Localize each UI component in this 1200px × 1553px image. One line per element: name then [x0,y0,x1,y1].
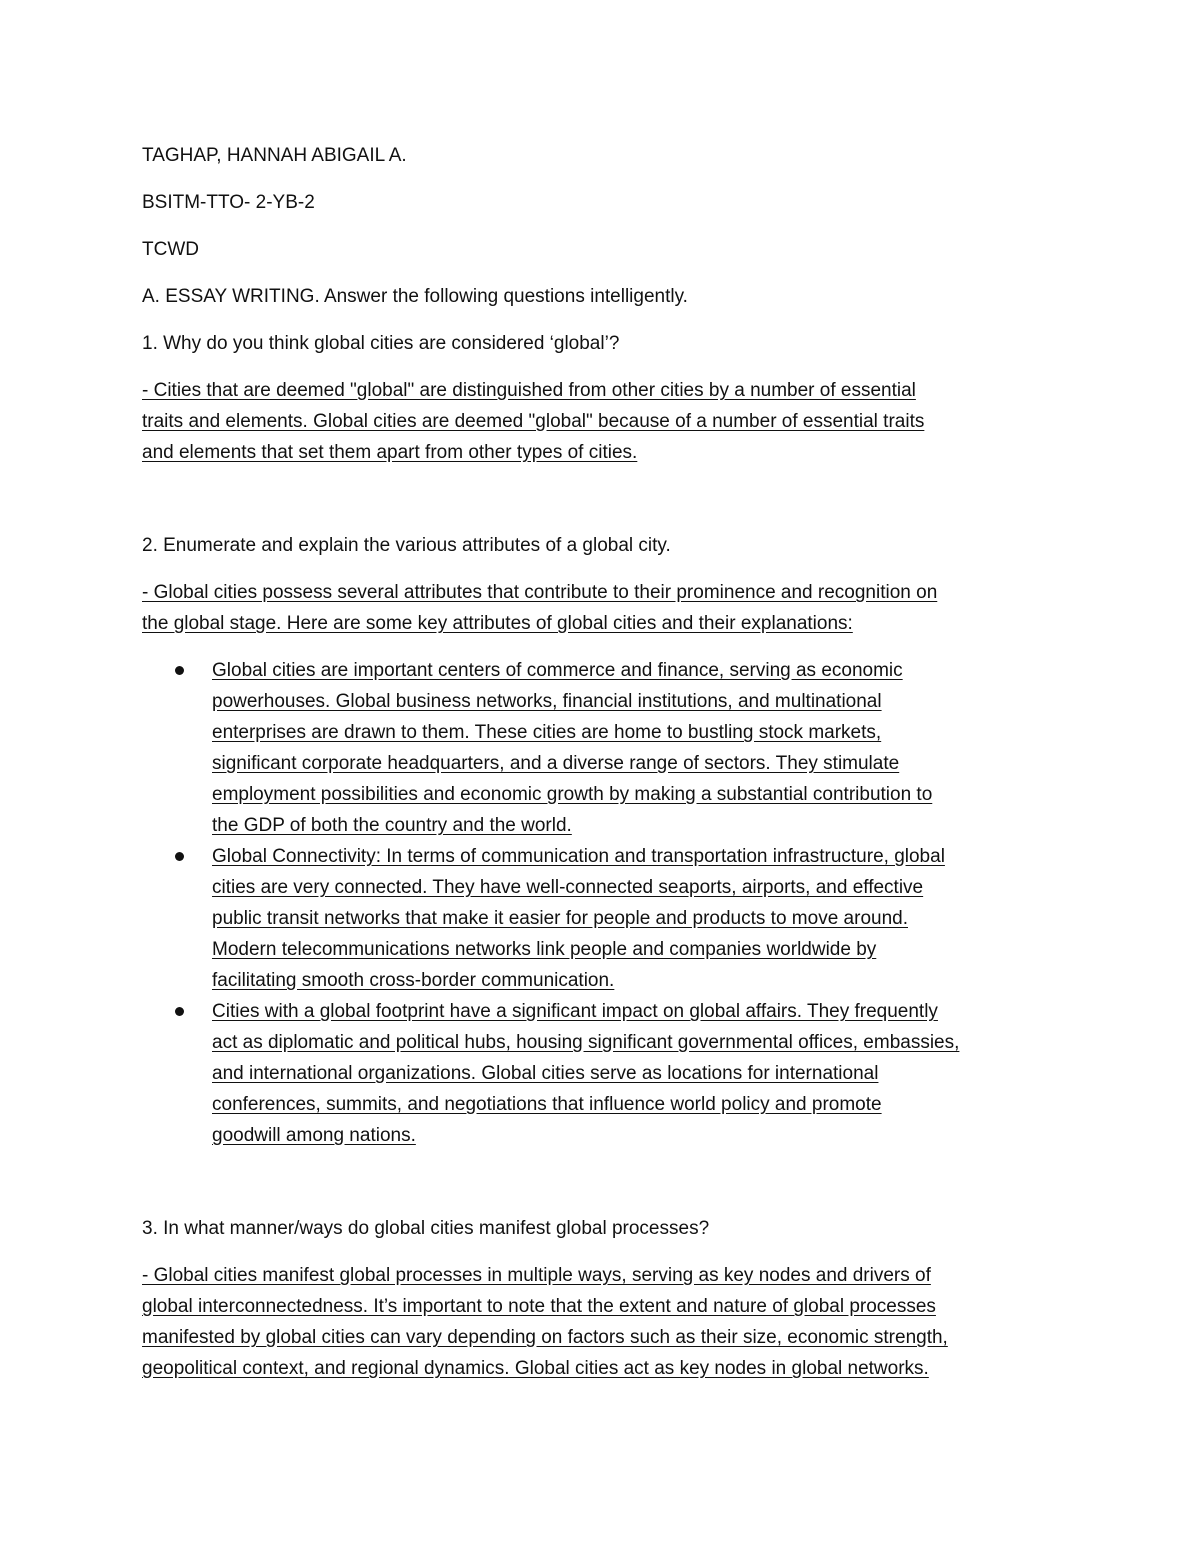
bullet-dot-icon [175,666,184,675]
list-item [142,841,1062,996]
student-name: TAGHAP, HANNAH ABIGAIL A. [142,145,407,166]
bullet-line: cities are very connected. They have well-connected seaports, airports, and effective [212,877,924,898]
bullet-line: goodwill among nations. [212,1125,416,1146]
question-2-prompt: 2. Enumerate and explain the various attributes of a global city. [142,535,671,556]
bullet-line: powerhouses. Global business networks, financial institutions, and multinational [212,691,882,712]
bullet-line: enterprises are drawn to them. These cities are home to bustling stock markets, [212,722,882,743]
question-3-prompt: 3. In what manner/ways do global cities manifest global processes? [142,1218,710,1239]
answer-line: - Global cities manifest global processes in multiple ways, serving as key nodes and drivers of [142,1265,931,1286]
bullet-dot-icon [175,852,184,861]
answer-line: the global stage. Here are some key attributes of global cities and their explanations: [142,613,853,634]
bullet-line: facilitating smooth cross-border communication. [212,970,615,991]
answer-line: and elements that set them apart from other types of cities. [142,442,638,463]
bullet-line: Global Connectivity: In terms of communication and transportation infrastructure, global [212,846,945,867]
question-2-answer [142,577,1062,639]
answer-line: geopolitical context, and regional dynamics. Global cities act as key nodes in global networks. [142,1358,929,1379]
document-page [142,140,1062,1384]
bullet-line: conferences, summits, and negotiations that influence world policy and promote [212,1094,882,1115]
bullet-line: employment possibilities and economic growth by making a substantial contribution to [212,784,933,805]
course-code: TCWD [142,239,199,260]
bullet-line: Global cities are important centers of commerce and finance, serving as economic [212,660,903,681]
attributes-list [142,655,1062,1151]
question-1-prompt: 1. Why do you think global cities are considered ‘global’? [142,333,620,354]
question-1-answer [142,375,1062,468]
bullet-line: public transit networks that make it easier for people and products to move around. [212,908,908,929]
bullet-line: significant corporate headquarters, and a diverse range of sectors. They stimulate [212,753,900,774]
question-3-answer [142,1260,1062,1384]
bullet-line: Modern telecommunications networks link people and companies worldwide by [212,939,877,960]
bullet-line: act as diplomatic and political hubs, housing significant governmental offices, embassies, [212,1032,960,1053]
bullet-line: Cities with a global footprint have a significant impact on global affairs. They frequently [212,1001,938,1022]
answer-line: - Cities that are deemed "global" are distinguished from other cities by a number of essential [142,380,916,401]
bullet-line: the GDP of both the country and the world. [212,815,572,836]
answer-line: traits and elements. Global cities are deemed "global" because of a number of essential traits [142,411,925,432]
list-item [142,655,1062,841]
student-section: BSITM-TTO- 2-YB-2 [142,192,315,213]
bullet-dot-icon [175,1007,184,1016]
bullet-line: and international organizations. Global cities serve as locations for international [212,1063,879,1084]
list-item [142,996,1062,1151]
instructions: A. ESSAY WRITING. Answer the following questions intelligently. [142,286,688,307]
answer-line: - Global cities possess several attributes that contribute to their prominence and recognition on [142,582,938,603]
answer-line: global interconnectedness. It’s important to note that the extent and nature of global processes [142,1296,936,1317]
answer-line: manifested by global cities can vary depending on factors such as their size, economic strength, [142,1327,948,1348]
